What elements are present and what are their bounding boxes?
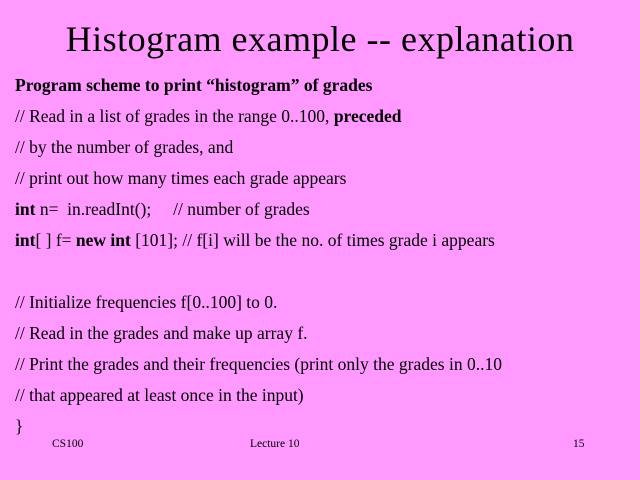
body-text: // print out how many times each grade appears — [15, 168, 347, 188]
footer-course-label: CS100 — [52, 438, 84, 450]
body-text: // that appeared at least once in the input) — [15, 385, 304, 405]
body-line — [15, 163, 634, 194]
body-text: // Read in the grades and make up array f. — [15, 323, 308, 343]
body-line — [15, 287, 634, 318]
body-text: [101]; // f[i] will be the no. of times grade i appears — [130, 230, 495, 250]
body-line — [15, 318, 634, 349]
body-line — [15, 70, 634, 101]
body-line — [15, 132, 634, 163]
body-text-bold: int — [15, 230, 36, 250]
body-text: } — [15, 416, 24, 436]
footer-page-number: 15 — [573, 438, 585, 450]
body-text: // by the number of grades, and — [15, 137, 234, 157]
body-text-bold: new int — [75, 230, 131, 250]
body-text-bold: int — [15, 199, 36, 219]
body-line — [15, 349, 634, 380]
body-text: [ ] f= — [35, 230, 76, 250]
body-line — [15, 194, 634, 225]
body-text-bold: Program scheme to print “histogram” of grades — [15, 75, 373, 95]
slide-body — [15, 70, 634, 442]
body-text: // Read in a list of grades in the range 0..100, — [15, 106, 334, 126]
body-line — [15, 225, 634, 256]
body-text: // Print the grades and their frequencies (print only the grades in 0..10 — [15, 354, 502, 374]
footer-lecture-label: Lecture 10 — [250, 438, 300, 450]
body-text-bold: preceded — [333, 106, 402, 126]
body-line — [15, 101, 634, 132]
body-line — [15, 380, 634, 411]
slide-footer — [0, 438, 640, 458]
body-text: n= in.readInt(); // number of grades — [35, 199, 310, 219]
body-text: // Initialize frequencies f[0..100] to 0. — [15, 292, 278, 312]
slide-title: Histogram example -- explanation — [65, 19, 575, 59]
body-line — [15, 256, 634, 287]
